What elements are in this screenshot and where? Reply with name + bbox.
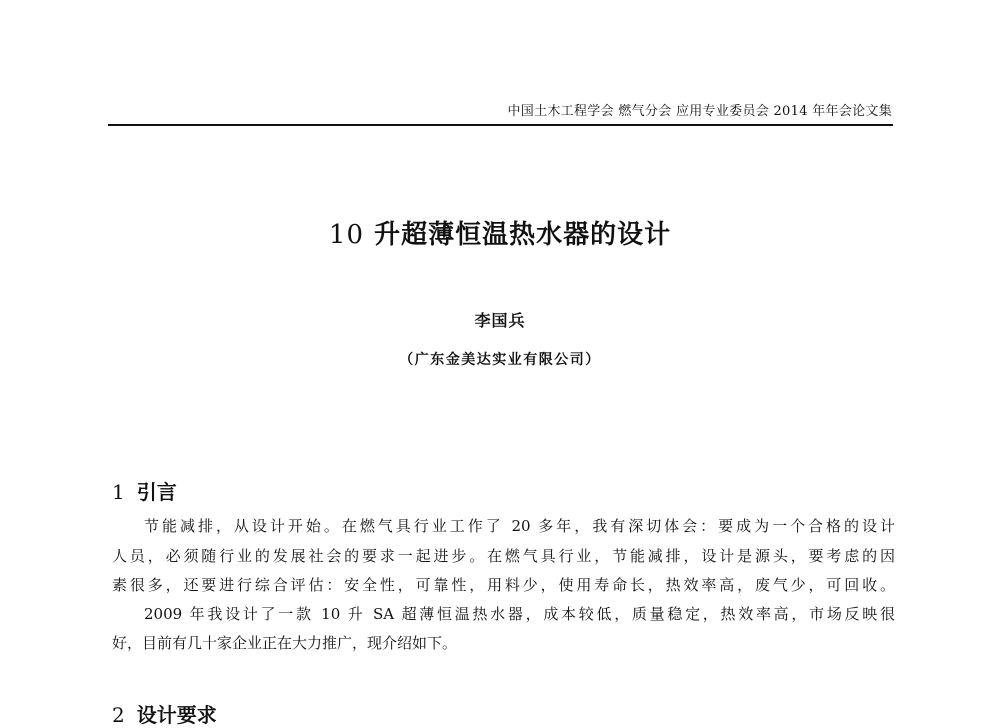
paragraph-line: 人员，必须随行业的发展社会的要求一起进步。在燃气具行业，节能减排，设计是源头，要考虑的因	[112, 547, 895, 565]
section-number: 2	[112, 703, 125, 727]
author-affiliation: （广东金美达实业有限公司）	[399, 352, 601, 368]
paragraph-line: 2009 年我设计了一款 10 升 SA 超薄恒温热水器，成本较低，质量稳定，热效率高，市场反映很	[144, 605, 895, 623]
paper-title	[0, 214, 1000, 251]
paragraph-line: 好，目前有几十家企业正在大力推广，现介绍如下。	[112, 634, 458, 652]
paragraph-line: 素很多，还要进行综合评估：安全性，可靠性，用料少，使用寿命长，热效率高，废气少，可回收。	[112, 576, 895, 594]
author-name: 李国兵	[474, 311, 526, 330]
section-heading-design-requirements	[112, 699, 217, 728]
paragraph-line: 节能减排，从设计开始。在燃气具行业工作了 20 多年，我有深切体会：要成为一个合格的设计	[144, 517, 895, 535]
header-rule	[108, 124, 893, 126]
running-header: 中国土木工程学会 燃气分会 应用专业委员会 2014 年年会论文集	[507, 104, 892, 119]
section-title: 引言	[136, 480, 177, 504]
section-title: 设计要求	[136, 703, 217, 727]
paper-title-number: 10	[328, 220, 364, 250]
section-heading-introduction	[112, 476, 177, 505]
section-number: 1	[112, 480, 125, 504]
paper-title-text: 升超薄恒温热水器的设计	[374, 220, 672, 250]
